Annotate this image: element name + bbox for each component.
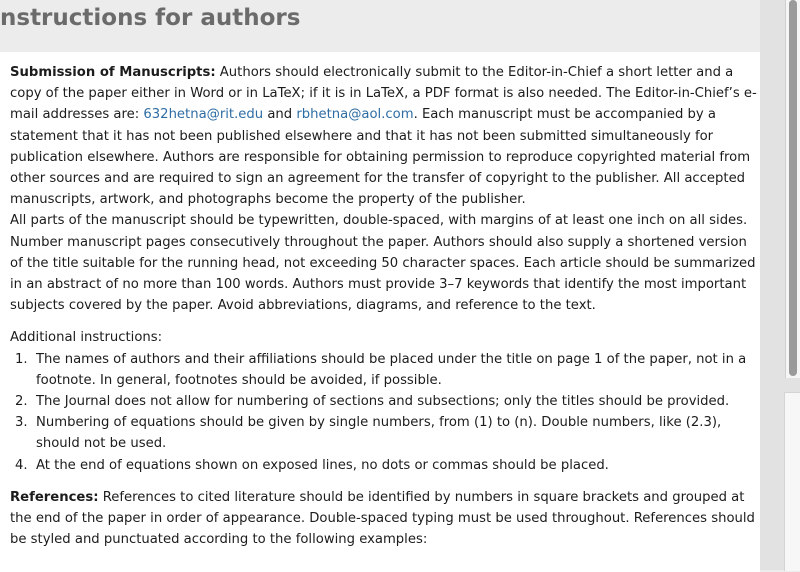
email-link-2[interactable]: rbhetna@aol.com — [296, 107, 414, 123]
submission-paragraph — [10, 62, 758, 210]
list-item-text: The names of authors and their affiliations should be placed under the title on page 1 of the paper, not in a footnote. In general, footnotes should be avoided, if possible. — [36, 351, 747, 388]
scrollbar-thumb[interactable] — [789, 0, 797, 376]
references-text: References to cited literature should be identified by numbers in square brackets and grouped at the end of the paper in order of appearance. Double-spaced typing must be used throughout. References should be styled and punctuated according to the following examples: — [10, 489, 755, 548]
list-item-number: 4. — [15, 457, 28, 473]
instructions-list — [10, 349, 758, 476]
page-title: nstructions for authors — [0, 5, 301, 31]
list-item-text: At the end of equations shown on exposed lines, no dots or commas should be placed. — [36, 457, 609, 473]
email-link-1[interactable]: 632hetna@rit.edu — [143, 107, 264, 123]
list-item — [10, 391, 758, 412]
references-heading: References: — [10, 489, 99, 505]
list-item-text: Numbering of equations should be given by single numbers, from (1) to (n). Double numbers, like (2.3), should not be used. — [36, 415, 722, 452]
spacer — [10, 476, 758, 487]
submission-text-1: Authors should electronically submit to the Editor-in-Chief a short letter and a copy of the paper either in Word or in LaTeX; if it is in LaTeX, a PDF format is also needed. The Editor-in-Chief’s e-mail addresses are: — [10, 65, 757, 123]
spacer — [10, 316, 758, 327]
list-item-number: 2. — [15, 394, 28, 410]
list-item-number: 1. — [15, 351, 28, 367]
list-item-text: The Journal does not allow for numbering of sections and subsections; only the titles should be provided. — [36, 394, 730, 410]
list-item — [10, 412, 758, 454]
additional-heading: Additional instructions: — [10, 330, 163, 346]
formatting-paragraph: All parts of the manuscript should be typewritten, double-spaced, with margins of at least one inch on all sides. Number manuscript pages consecutively throughout the paper. Authors should also supply a shortened version of the title suitable for the running head, not exceeding 50 character spaces. Each article should be summarized in an abstract of no more than 100 words. Authors must provide 3–7 keywords that identify the most important subjects covered by the paper. Avoid abbreviations, diagrams, and reference to the text. — [10, 213, 756, 314]
list-item — [10, 349, 758, 391]
submission-heading: Submission of Manuscripts: — [10, 65, 216, 80]
list-item-number: 3. — [15, 415, 28, 431]
content-panel — [0, 52, 760, 572]
content-body — [10, 62, 758, 550]
list-item — [10, 455, 758, 476]
references-paragraph — [10, 487, 758, 551]
submission-text-2: . Each manuscript must be accompanied by a statement that it has not been published elsewhere and that it has not been submitted simultaneously for publication elsewhere. Authors are responsible for obtaining permission to reproduce copyrighted material from other sources and are required to sign an agreement for the transfer of copyright to the publisher. All accepted manuscripts, artwork, and photographs become the property of the publisher. — [10, 107, 751, 208]
side-panel — [784, 392, 800, 571]
submission-text-and: and — [263, 107, 297, 123]
